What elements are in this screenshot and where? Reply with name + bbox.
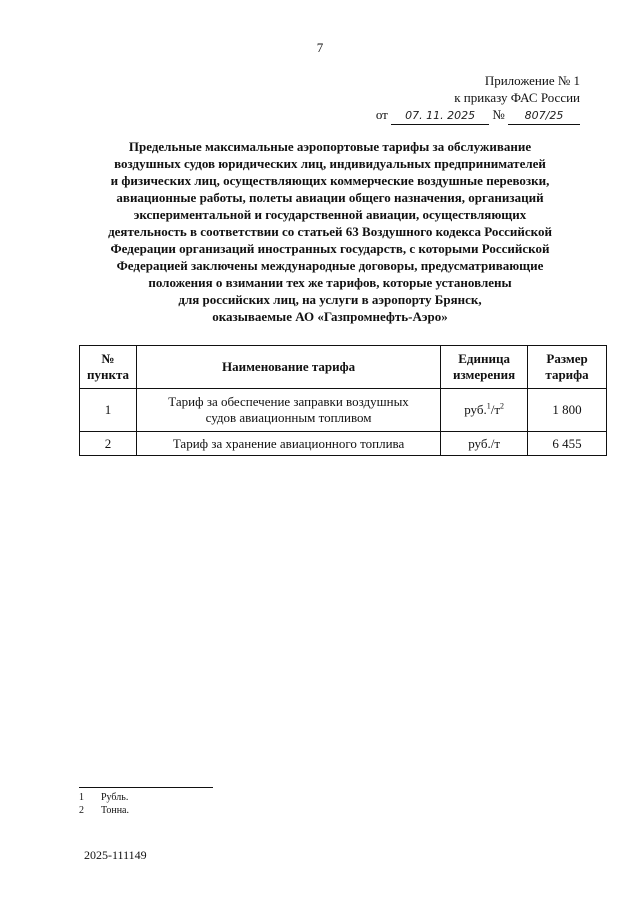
annex-date-line xyxy=(376,106,580,125)
header-item-number: № пункта xyxy=(80,346,137,389)
annex-order-ref: к приказу ФАС России xyxy=(454,90,580,105)
title-line: положения о взимании тех же тарифов, которые установлены xyxy=(148,275,512,290)
title-line: авиационные работы, полеты авиации общего назначения, организаций xyxy=(116,190,544,205)
footnote-divider xyxy=(79,787,213,788)
cell-unit: $руб.^1/т^2$ xyxy=(441,389,528,432)
cell-number: 2 xyxy=(80,432,137,456)
title-line: воздушных судов юридических лиц, индивидуальных предпринимателей xyxy=(114,156,546,171)
title-line: для российских лиц, на услуги в аэропорту Брянск, xyxy=(178,292,482,307)
handwritten-date: 07. 11. 2025 xyxy=(391,107,489,125)
cell-value: 6 455 xyxy=(528,432,607,456)
document-code: 2025-111149 xyxy=(84,848,147,862)
cell-tariff-name: Тариф за хранение авиационного топлива xyxy=(136,432,440,456)
footnote-ref-2: 2 xyxy=(500,401,505,411)
title-line: экспериментальной и государственной авиации, осуществляющих xyxy=(133,207,527,222)
header-tariff-value: Размер тарифа xyxy=(528,346,607,389)
footnote-item: 1 Рубль. xyxy=(79,792,129,803)
footnotes xyxy=(79,791,129,817)
table-header-row xyxy=(80,346,607,389)
title-line: Федерацией заключены международные договоры, предусматривающие xyxy=(116,258,544,273)
footnote-item: 2 Тонна. xyxy=(79,805,129,816)
title-line: Федерации организаций иностранных государств, с которыми Российской xyxy=(110,241,550,256)
date-prefix: от xyxy=(375,107,388,122)
cell-tariff-name: Тариф за обеспечение заправки воздушных судов авиационным топливом xyxy=(136,389,440,432)
title-line: оказываемые АО «Газпромнефть-Аэро» xyxy=(212,309,448,324)
cell-value: 1 800 xyxy=(528,389,607,432)
page-number: 7 xyxy=(316,40,324,55)
tariff-table xyxy=(79,345,607,456)
title-line: деятельность в соответствии со статьей 63 Воздушного кодекса Российской xyxy=(108,224,552,239)
document-title xyxy=(70,138,590,325)
title-line: Предельные максимальные аэропортовые тарифы за обслуживание xyxy=(128,139,532,154)
header-unit: Единица измерения xyxy=(441,346,528,389)
handwritten-number: 807/25 xyxy=(508,107,580,125)
table-row xyxy=(80,389,607,432)
annex-block xyxy=(376,72,580,125)
title-line: и физических лиц, осуществляющих коммерческие воздушные перевозки, xyxy=(110,173,550,188)
table-row xyxy=(80,432,607,456)
footnote-ref-1: 1 xyxy=(486,401,491,411)
number-prefix: № xyxy=(492,107,505,122)
annex-title: Приложение № 1 xyxy=(484,73,580,88)
cell-number: 1 xyxy=(80,389,137,432)
cell-unit: руб./т xyxy=(441,432,528,456)
header-tariff-name: Наименование тарифа xyxy=(136,346,440,389)
